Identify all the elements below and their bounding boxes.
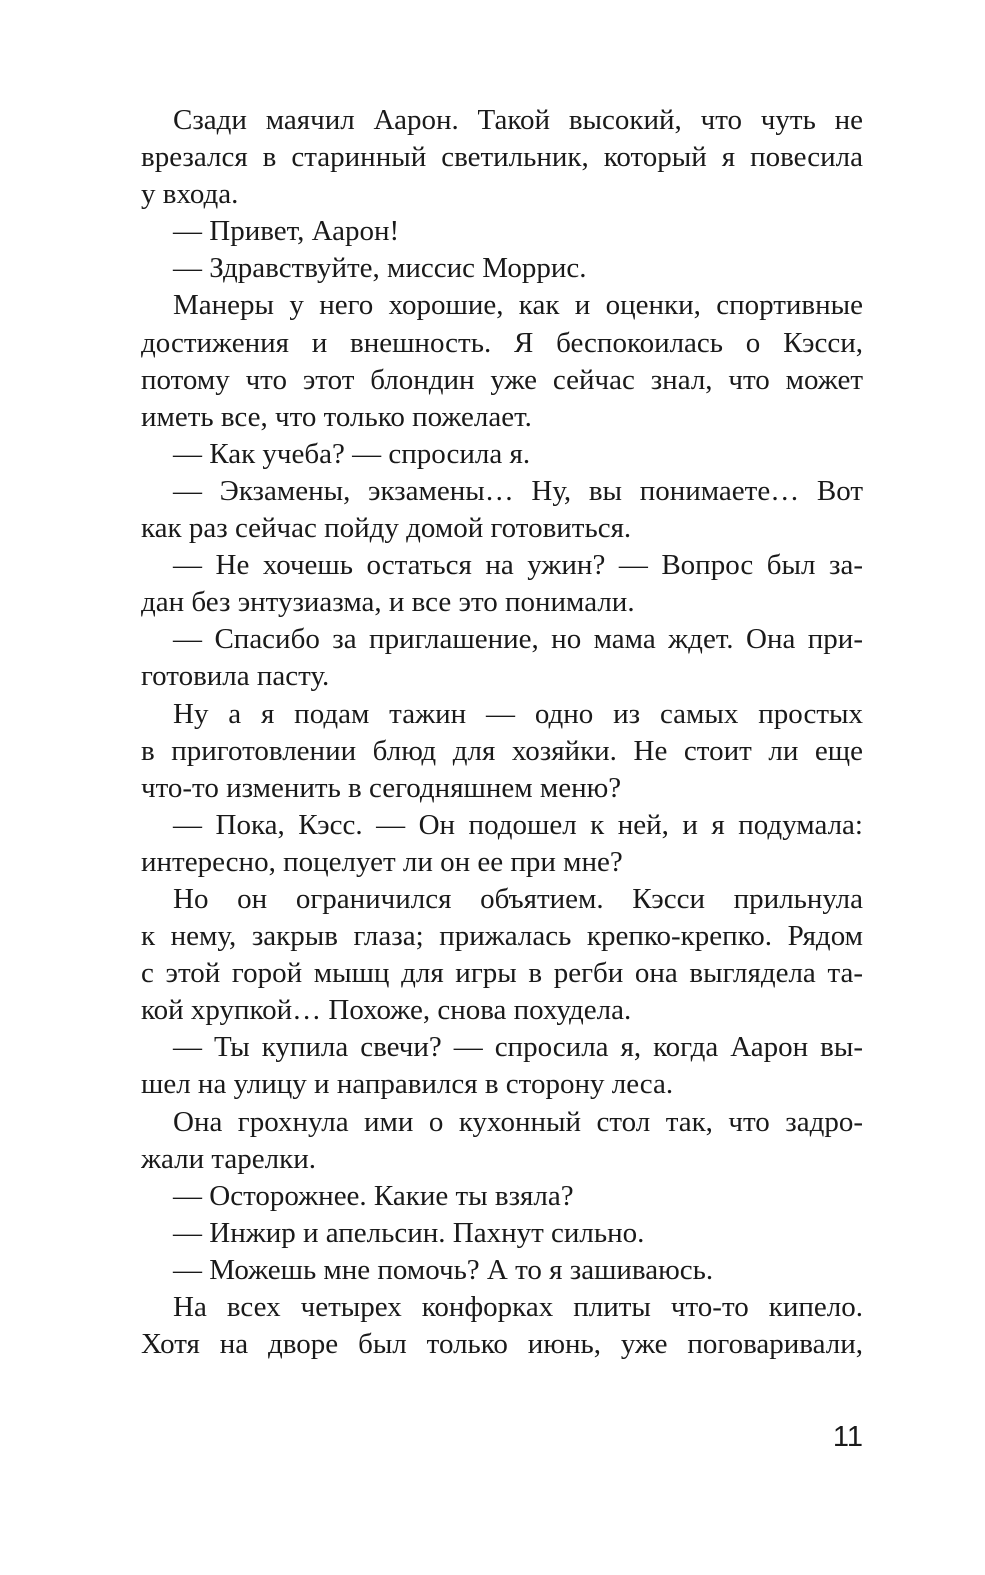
text-line: что-то изменить в сегодняшнем меню?	[141, 771, 622, 804]
text-line: готовила пасту.	[141, 660, 330, 693]
text-line: кой хрупкой… Похоже, снова похудела.	[141, 994, 632, 1027]
text-line: врезался в старинный светильник, который я повесила	[141, 141, 863, 174]
text-line: шел на улицу и направился в сторону леса.	[141, 1068, 674, 1101]
text-line: Сзади маячил Аарон. Такой высокий, что чуть не	[173, 104, 863, 136]
text-line: Ну а я подам тажин — одно из самых простых	[173, 697, 863, 730]
text-line: — Осторожнее. Какие ты взяла?	[173, 1179, 574, 1212]
text-line: как раз сейчас пойду домой готовиться.	[141, 512, 632, 545]
text-line: достижения и внешность. Я беспокоилась о Кэсси,	[141, 326, 863, 359]
text-line: — Ты купила свечи? — спросила я, когда Аарон вы-	[173, 1031, 863, 1064]
text-line: — Привет, Аарон!	[173, 215, 400, 248]
text-line: Но он ограничился объятием. Кэсси прильнула	[173, 882, 863, 915]
page-number: 11	[832, 1421, 863, 1453]
text-line: жали тарелки.	[141, 1142, 317, 1175]
text-line: На всех четырех конфорках плиты что-то кипело.	[173, 1291, 863, 1323]
page-text-body	[141, 102, 863, 1363]
text-line: иметь все, что только пожелает.	[141, 400, 532, 433]
text-line: дан без энтузиазма, и все это понимали.	[141, 586, 635, 619]
text-line: у входа.	[141, 178, 239, 211]
text-line: интересно, поцелует ли он ее при мне?	[141, 845, 623, 878]
text-line: — Здравствуйте, миссис Моррис.	[173, 252, 587, 285]
text-line: к нему, закрыв глаза; прижалась крепко-крепко. Рядом	[141, 920, 863, 953]
text-line: — Можешь мне помочь? А то я зашиваюсь.	[173, 1253, 714, 1286]
text-line: в приготовлении блюд для хозяйки. Не стоит ли еще	[141, 734, 863, 767]
text-line: — Не хочешь остаться на ужин? — Вопрос был за-	[173, 549, 863, 582]
text-line: Хотя на дворе был только июнь, уже поговаривали,	[141, 1328, 863, 1361]
text-line: — Как учеба? — спросила я.	[173, 437, 531, 470]
text-line: — Пока, Кэсс. — Он подошел к ней, и я подумала:	[173, 808, 863, 841]
text-line: — Экзамены, экзамены… Ну, вы понимаете… Вот	[173, 474, 863, 507]
text-line: потому что этот блондин уже сейчас знал, что может	[141, 363, 863, 396]
text-line: с этой горой мышц для игры в регби она выглядела та-	[141, 957, 863, 990]
text-line: — Спасибо за приглашение, но мама ждет. Она при-	[173, 623, 863, 656]
text-line: — Инжир и апельсин. Пахнут сильно.	[173, 1216, 645, 1249]
text-line: Манеры у него хорошие, как и оценки, спортивные	[173, 289, 863, 322]
text-line: Она грохнула ими о кухонный стол так, что задро-	[173, 1105, 863, 1138]
